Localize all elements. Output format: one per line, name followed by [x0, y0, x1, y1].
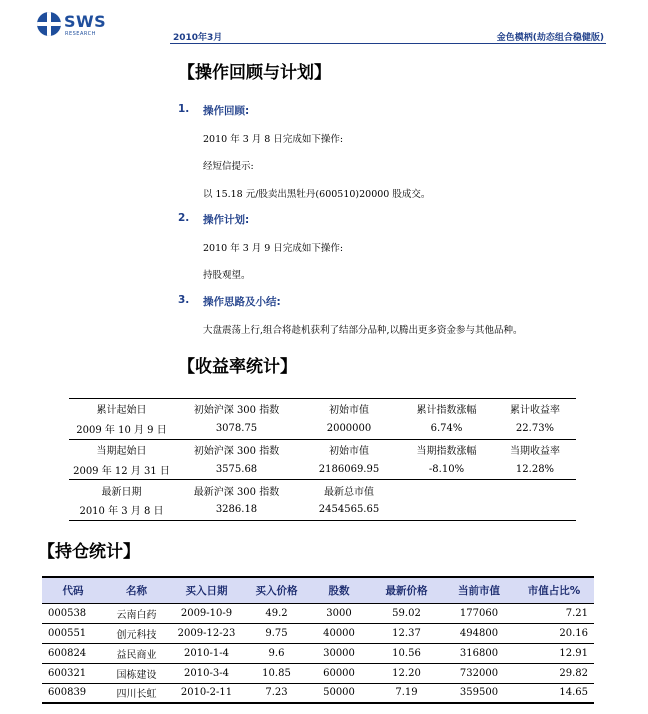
holdings-table [42, 576, 594, 704]
stats-row [69, 459, 576, 479]
table-cell: 600321 [42, 663, 104, 683]
table-cell: 四川长虹 [104, 683, 169, 703]
stats-cell: 2000000 [299, 419, 399, 439]
stats-cell: 初始市值 [329, 445, 369, 457]
table-cell: 59.02 [369, 603, 444, 623]
table-cell: 494800 [444, 623, 514, 643]
table-row [42, 623, 594, 643]
stats-cell: 2009 年 10 月 9 日 [69, 419, 174, 439]
table-cell: 12.20 [369, 663, 444, 683]
stats-cell: 最新总市值 [324, 486, 374, 498]
table-cell: 60000 [309, 663, 369, 683]
table-cell: 14.65 [514, 683, 594, 703]
table-row [42, 603, 594, 623]
table-cell: 2009-12-23 [169, 623, 244, 643]
table-cell: 益民商业 [104, 643, 169, 663]
stats-cell: 当期收益率 [510, 445, 560, 457]
stats-cell: 6.74% [399, 419, 494, 439]
stats-row [69, 480, 576, 500]
table-cell: 600824 [42, 643, 104, 663]
table-cell: 国栋建设 [104, 663, 169, 683]
table-cell: 29.82 [514, 663, 594, 683]
stats-cell: -8.10% [399, 459, 494, 479]
stats-cell: 当期起始日 [96, 445, 147, 457]
stats-cell: 初始沪深 300 指数 [193, 445, 280, 457]
stats-cell: 初始沪深 300 指数 [174, 399, 299, 419]
stats-row [69, 500, 576, 520]
column-header: 名称 [104, 577, 169, 603]
stats-row [69, 419, 576, 439]
table-cell: 10.56 [369, 643, 444, 663]
summary-item-number: 3. [178, 294, 190, 306]
table-cell: 云南白药 [104, 603, 169, 623]
table-cell: 3000 [309, 603, 369, 623]
table-cell: 316800 [444, 643, 514, 663]
table-cell: 000551 [42, 623, 104, 643]
table-cell: 600839 [42, 683, 104, 703]
table-cell: 10.85 [244, 663, 309, 683]
stats-row [69, 399, 576, 419]
column-header: 代码 [42, 577, 104, 603]
plan-item-number: 2. [178, 212, 190, 224]
logo-mark-icon [37, 12, 61, 36]
stats-cell: 累计指数涨幅 [399, 399, 494, 419]
column-header: 股数 [309, 577, 369, 603]
table-cell: 12.91 [514, 643, 594, 663]
holdings-header-row [42, 577, 594, 603]
plan-item-label: 操作计划: [203, 214, 250, 226]
summary-item-label: 操作思路及小结: [203, 296, 281, 308]
plan-date-text: 2010 年 3 月 9 日完成如下操作: [203, 243, 344, 254]
table-row [42, 683, 594, 703]
table-cell: 000538 [42, 603, 104, 623]
table-cell: 177060 [444, 603, 514, 623]
stats-row [69, 439, 576, 459]
review-date-text: 2010 年 3 月 8 日完成如下操作: [203, 134, 344, 145]
stats-cell: 3078.75 [174, 419, 299, 439]
plan-action-text: 持股观望。 [203, 270, 251, 281]
logo-subtext: RESEARCH [65, 31, 96, 37]
stats-cell: 2186069.95 [299, 459, 399, 479]
review-item-number: 1. [178, 103, 190, 115]
stats-cell: 2009 年 12 月 31 日 [69, 459, 174, 479]
table-cell: 20.16 [514, 623, 594, 643]
table-cell: 7.19 [369, 683, 444, 703]
table-cell: 7.23 [244, 683, 309, 703]
table-cell: 359500 [444, 683, 514, 703]
table-cell: 12.37 [369, 623, 444, 643]
table-row [42, 643, 594, 663]
review-trade-text: 以 15.18 元/股卖出黑牡丹(600510)20000 股成交。 [203, 189, 431, 200]
stats-cell [399, 500, 494, 520]
table-cell: 40000 [309, 623, 369, 643]
stats-cell: 2454565.65 [299, 500, 399, 520]
stats-cell: 初始市值 [299, 399, 399, 419]
table-cell: 732000 [444, 663, 514, 683]
review-hint-text: 经短信提示: [203, 161, 254, 172]
column-header: 最新价格 [369, 577, 444, 603]
table-cell: 9.75 [244, 623, 309, 643]
table-cell: 50000 [309, 683, 369, 703]
stats-section-title: 【收益率统计】 [178, 357, 297, 377]
column-header: 市值占比% [514, 577, 594, 603]
summary-text: 大盘震荡上行,组合将趁机获利了结部分品种,以腾出更多资金参与其他品种。 [203, 325, 523, 336]
stats-cell: 12.28% [494, 459, 576, 479]
stats-cell: 当期指数涨幅 [416, 445, 477, 457]
column-header: 当前市值 [444, 577, 514, 603]
stats-cell: 最新日期 [101, 486, 142, 498]
stats-cell [494, 480, 576, 500]
stats-cell: 2010 年 3 月 8 日 [69, 500, 174, 520]
holdings-section-title: 【持仓统计】 [38, 542, 140, 562]
stats-cell [494, 500, 576, 520]
table-row [42, 663, 594, 683]
column-header: 买入日期 [169, 577, 244, 603]
returns-stats-table [69, 398, 576, 521]
table-cell: 2010-3-4 [169, 663, 244, 683]
stats-cell [399, 480, 494, 500]
stats-cell: 累计起始日 [69, 399, 174, 419]
header-date: 2010年3月 [173, 33, 223, 43]
review-section-title: 【操作回顾与计划】 [178, 63, 331, 83]
table-cell: 9.6 [244, 643, 309, 663]
stats-cell: 22.73% [494, 419, 576, 439]
table-cell: 7.21 [514, 603, 594, 623]
stats-cell: 3286.18 [174, 500, 299, 520]
header-divider [170, 43, 606, 44]
stats-cell: 最新沪深 300 指数 [193, 486, 280, 498]
review-item-label: 操作回顾: [203, 105, 250, 117]
logo-text: SWS [64, 12, 107, 31]
stats-cell: 3575.68 [174, 459, 299, 479]
stats-cell: 累计收益率 [494, 399, 576, 419]
table-cell: 49.2 [244, 603, 309, 623]
column-header: 买入价格 [244, 577, 309, 603]
table-cell: 30000 [309, 643, 369, 663]
table-cell: 2009-10-9 [169, 603, 244, 623]
sws-logo [37, 11, 112, 41]
header-report-name: 金色模柄(劫态组合稳健版) [496, 33, 604, 43]
table-cell: 2010-2-11 [169, 683, 244, 703]
table-cell: 2010-1-4 [169, 643, 244, 663]
table-cell: 创元科技 [104, 623, 169, 643]
